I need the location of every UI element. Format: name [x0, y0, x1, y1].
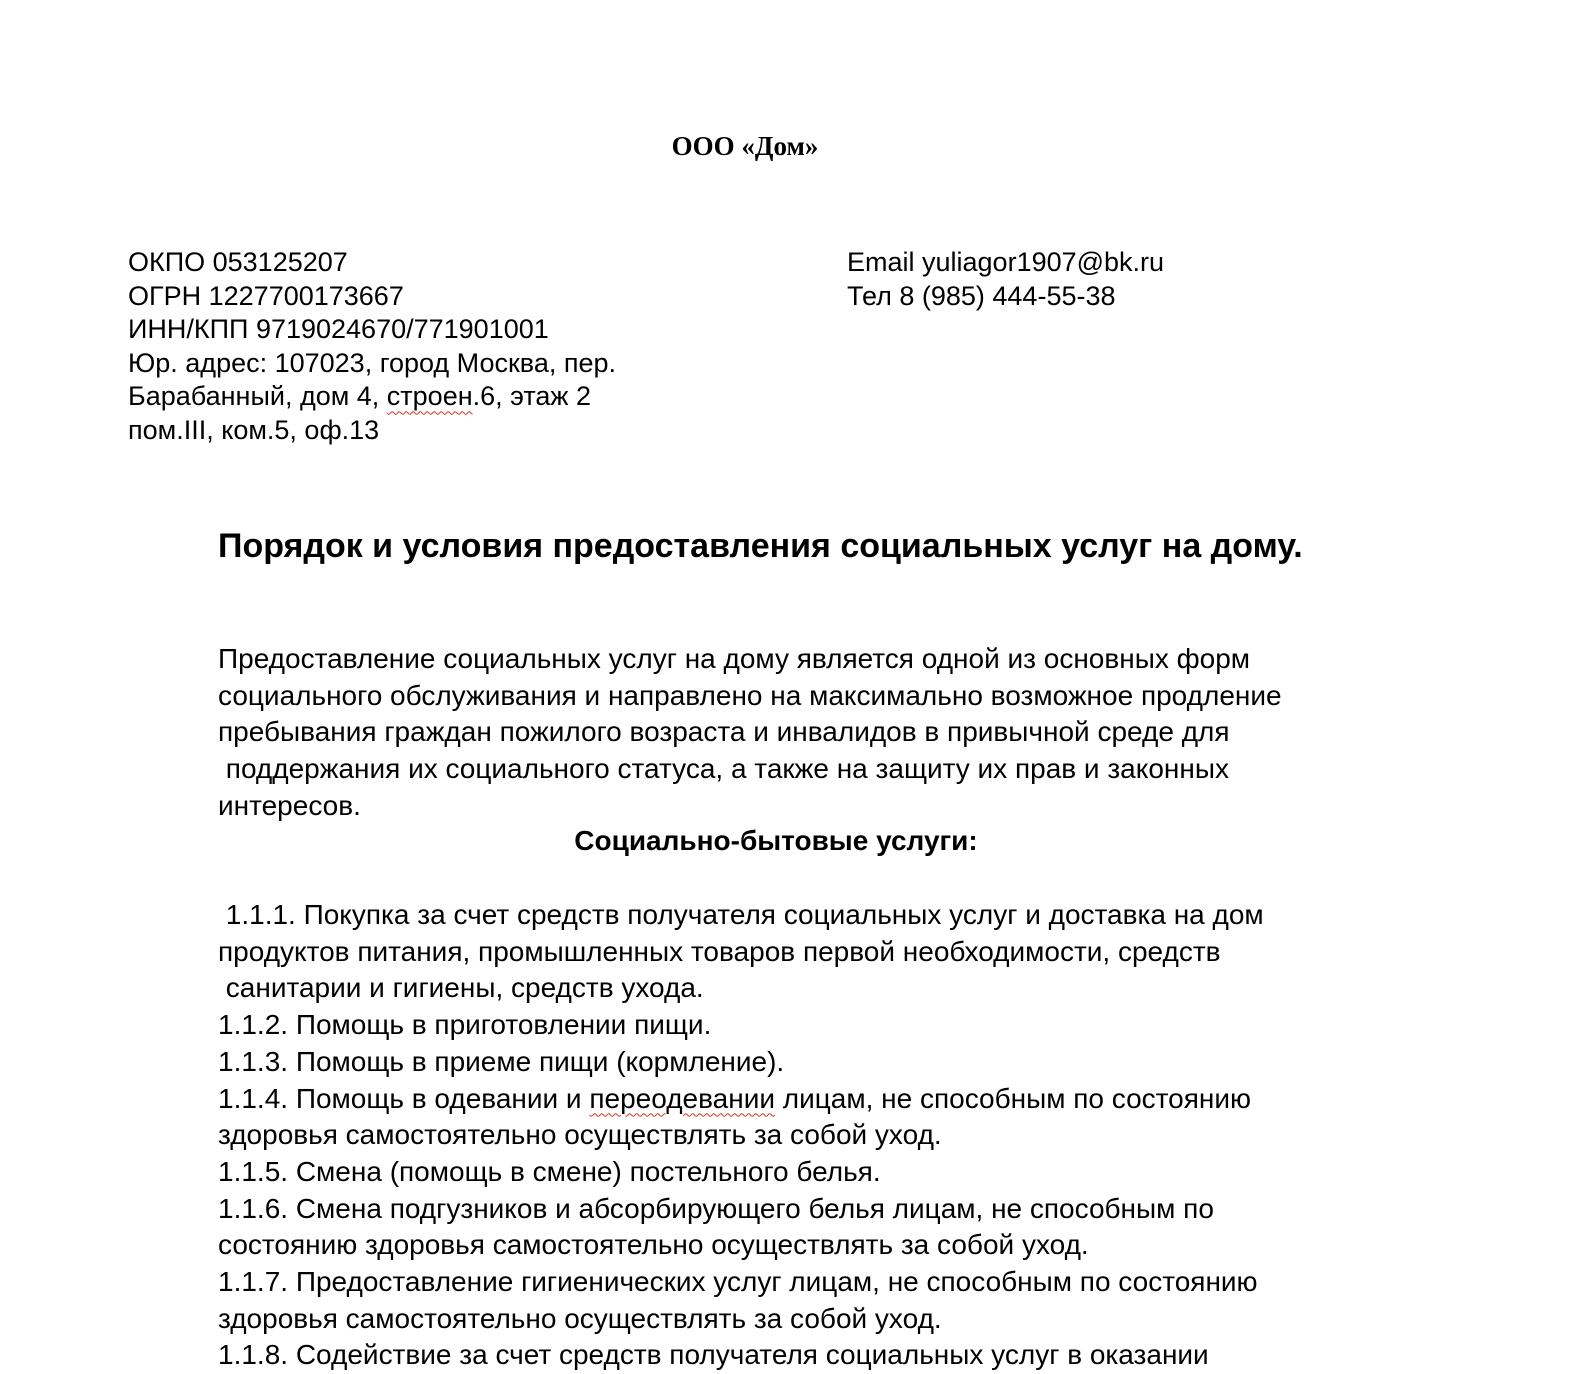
list-line: 1.1.2. Помощь в приготовлении пищи. — [218, 1009, 712, 1041]
address-line-2-part-a: Барабанный, дом 4, — [128, 381, 387, 412]
ogrn-line: ОГРН 1227700173667 — [128, 280, 404, 311]
section-heading: Социально-бытовые услуги: — [574, 825, 978, 856]
list-line: санитарии и гигиены, средств ухода. — [218, 972, 704, 1004]
list-line-part: лицам, не способным по состоянию — [774, 1082, 1251, 1114]
intro-line: поддержания их социального статуса, а также на защиту их прав и законных — [218, 753, 1229, 785]
company-name: ООО «Дом» — [671, 131, 819, 161]
list-line: состоянию здоровья самостоятельно осуществлять за собой уход. — [218, 1229, 1089, 1261]
list-line-part: 1.1.4. Помощь в одевании и — [218, 1082, 590, 1114]
list-line: продуктов питания, промышленных товаров первой необходимости, средств — [218, 935, 1221, 967]
list-line — [218, 1081, 1458, 1118]
list-line: 1.1.7. Предоставление гигиенических услуг лицам, не способным по состоянию — [218, 1266, 1258, 1298]
address-line-2 — [128, 380, 728, 414]
address-line-3: пом.III, ком.5, оф.13 — [128, 414, 380, 445]
list-line: здоровья самостоятельно осуществлять за собой уход. — [218, 1302, 942, 1334]
list-line: 1.1.3. Помощь в приеме пищи (кормление). — [218, 1045, 785, 1077]
address-line-1: Юр. адрес: 107023, город Москва, пер. — [128, 347, 617, 378]
intro-paragraph — [218, 641, 1458, 825]
misspelled-word: переодевании — [589, 1082, 775, 1114]
list-line: 1.1.1. Покупка за счет средств получателя социальных услуг и доставка на дом — [218, 899, 1264, 930]
intro-line: Предоставление социальных услуг на дому является одной из основных форм — [218, 643, 1251, 674]
address-line-2-part-b: .6, этаж 2 — [472, 381, 591, 412]
email-line: Email yuliagor1907@bk.ru — [847, 247, 1165, 277]
company-requisites — [128, 246, 728, 448]
contact-info — [847, 246, 1347, 313]
list-line: 1.1.6. Смена подгузников и абсорбирующего белья лицам, не способным по — [218, 1192, 1214, 1224]
intro-line: социального обслуживания и направлено на максимально возможное продление — [218, 679, 1282, 711]
misspelled-word: строен — [386, 381, 473, 412]
list-line: 1.1.8. Содействие за счет средств получателя социальных услуг в оказании — [218, 1339, 1209, 1371]
phone-line: Тел 8 (985) 444-55-38 — [847, 280, 1116, 311]
list-line: здоровья самостоятельно осуществлять за собой уход. — [218, 1119, 942, 1151]
document-title: Порядок и условия предоставления социальных услуг на дому. — [218, 527, 1303, 565]
services-list — [218, 897, 1458, 1374]
list-line: 1.1.5. Смена (помощь в смене) постельного белья. — [218, 1155, 881, 1187]
intro-line: пребывания граждан пожилого возраста и инвалидов в привычной среде для — [218, 716, 1230, 748]
inn-kpp-line: ИНН/КПП 9719024670/771901001 — [128, 314, 549, 345]
intro-line: интересов. — [218, 789, 361, 821]
okpo-line: ОКПО 053125207 — [128, 247, 348, 277]
